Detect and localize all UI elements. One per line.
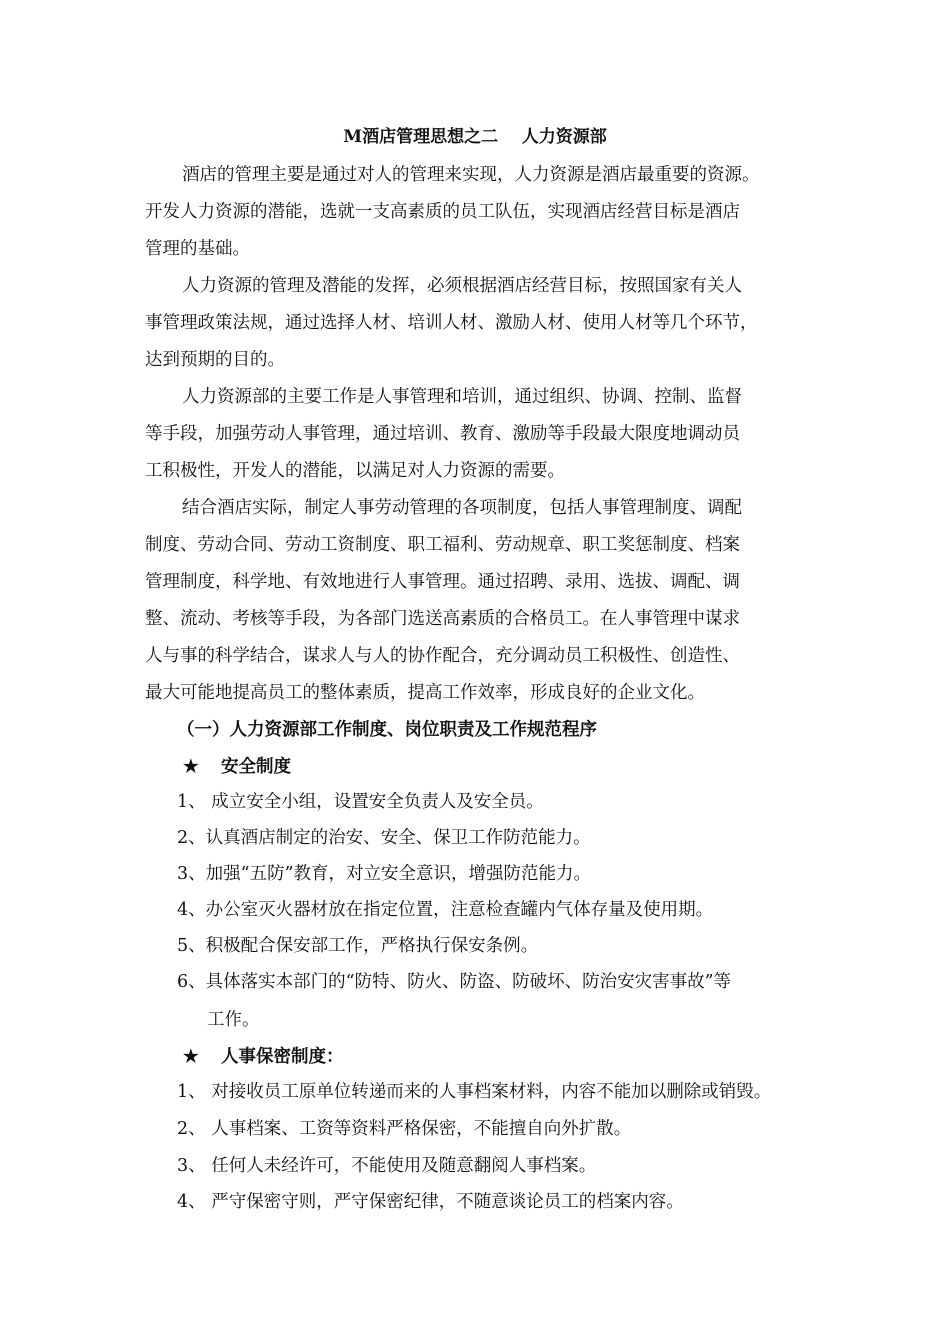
safety-heading-row xyxy=(183,755,291,779)
paragraph-1-line-3: 管理的基础。 xyxy=(145,239,250,259)
safety-heading: 安全制度 xyxy=(221,757,291,777)
safety-item-6-continued: 工作。 xyxy=(207,1010,260,1030)
paragraph-1-line-1: 酒店的管理主要是通过对人的管理来实现，人力资源是酒店最重要的资源。 xyxy=(182,165,760,185)
star-icon: ★ xyxy=(183,1047,199,1067)
paragraph-3-line-3: 工积极性，开发人的潜能，以满足对人力资源的需要。 xyxy=(145,461,565,481)
safety-item-4: 4、办公室灭火器材放在指定位置，注意检查罐内气体存量及使用期。 xyxy=(177,900,714,920)
safety-item-6: 6、具体落实本部门的“防特、防火、防盗、防破坏、防治安灾害事故”等 xyxy=(177,972,732,992)
paragraph-4-line-3: 管理制度，科学地、有效地进行人事管理。通过招聘、录用、选拔、调配、调 xyxy=(145,572,740,592)
secrecy-heading-row xyxy=(183,1045,344,1069)
paragraph-2-line-2: 事管理政策法规，通过选择人材、培训人材、激励人材、使用人材等几个环节， xyxy=(145,313,758,333)
paragraph-3-line-1: 人力资源部的主要工作是人事管理和培训，通过组织、协调、控制、监督 xyxy=(182,387,742,407)
paragraph-2-line-3: 达到预期的目的。 xyxy=(145,350,285,370)
paragraph-4-line-4: 整、流动、考核等手段，为各部门选送高素质的合格员工。在人事管理中谋求 xyxy=(145,609,740,629)
star-icon: ★ xyxy=(183,757,199,777)
paragraph-4-line-2: 制度、劳动合同、劳动工资制度、职工福利、劳动规章、职工奖惩制度、档案 xyxy=(145,535,740,555)
document-title: M酒店管理思想之二 人力资源部 xyxy=(343,127,607,147)
paragraph-4-line-6: 最大可能地提高员工的整体素质，提高工作效率，形成良好的企业文化。 xyxy=(145,683,705,703)
safety-item-2: 2、认真酒店制定的治安、安全、保卫工作防范能力。 xyxy=(177,828,591,848)
secrecy-item-1: 1、 对接收员工原单位转递而来的人事档案材料，内容不能加以删除或销毁。 xyxy=(177,1082,772,1102)
safety-item-5: 5、积极配合保安部工作，严格执行保安条例。 xyxy=(177,936,539,956)
section-heading: （一）人力资源部工作制度、岗位职责及工作规范程序 xyxy=(177,720,597,740)
paragraph-4-line-5: 人与事的科学结合，谋求人与人的协作配合，充分调动员工积极性、创造性、 xyxy=(145,646,740,666)
paragraph-2-line-1: 人力资源的管理及潜能的发挥，必须根据酒店经营目标，按照国家有关人 xyxy=(182,276,742,296)
secrecy-item-2: 2、 人事档案、工资等资料严格保密，不能擅自向外扩散。 xyxy=(177,1119,632,1139)
secrecy-item-4: 4、 严守保密守则，严守保密纪律，不随意谈论员工的档案内容。 xyxy=(177,1192,684,1212)
safety-item-3: 3、加强“五防”教育，对立安全意识，增强防范能力。 xyxy=(177,864,592,884)
paragraph-4-line-1: 结合酒店实际，制定人事劳动管理的各项制度，包括人事管理制度、调配 xyxy=(182,498,742,518)
paragraph-3-line-2: 等手段，加强劳动人事管理，通过培训、教育、激励等手段最大限度地调动员 xyxy=(145,424,740,444)
safety-item-1: 1、 成立安全小组，设置安全负责人及安全员。 xyxy=(177,792,544,812)
secrecy-heading: 人事保密制度： xyxy=(221,1047,344,1067)
paragraph-1-line-2: 开发人力资源的潜能，选就一支高素质的员工队伍，实现酒店经营目标是酒店 xyxy=(145,202,740,222)
secrecy-item-3: 3、 任何人未经许可，不能使用及随意翻阅人事档案。 xyxy=(177,1156,597,1176)
